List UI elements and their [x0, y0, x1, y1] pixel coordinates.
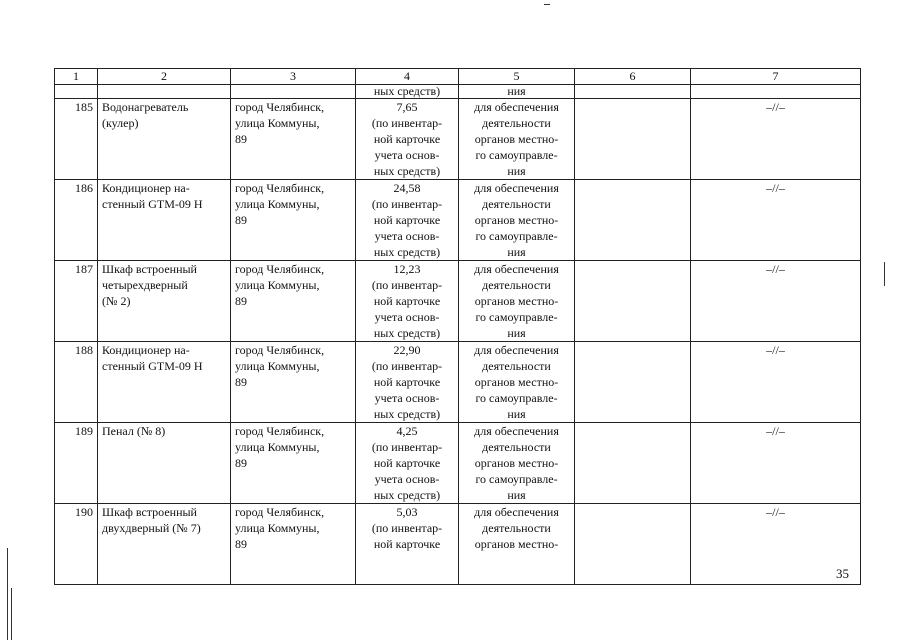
item-address: город Челябинск, улица Коммуны, 89: [231, 342, 356, 423]
item-value: 4,25 (по инвентар- ной карточке учета основ- ных средств): [356, 423, 459, 504]
table-row: [55, 504, 861, 585]
item-address: город Челябинск, улица Коммуны, 89: [231, 261, 356, 342]
row-number: 185: [55, 99, 98, 180]
item-ditto: –//–: [691, 423, 861, 504]
item-purpose: для обеспечения деятельности органов местно- го самоуправле- ния: [459, 99, 575, 180]
item-address: город Челябинск, улица Коммуны, 89: [231, 180, 356, 261]
table-row: [55, 342, 861, 423]
continuation-row: [55, 85, 861, 99]
column-header-6: 6: [575, 69, 691, 85]
item-value: 7,65 (по инвентар- ной карточке учета основ- ных средств): [356, 99, 459, 180]
item-name: Кондиционер на- стенный GTM-09 H: [98, 180, 231, 261]
item-address: город Челябинск, улица Коммуны, 89: [231, 504, 356, 585]
column-header-2: 2: [98, 69, 231, 85]
column-header-3: 3: [231, 69, 356, 85]
item-ditto: –//–: [691, 261, 861, 342]
item-address: город Челябинск, улица Коммуны, 89: [231, 423, 356, 504]
item-purpose: для обеспечения деятельности органов местно- го самоуправле- ния: [459, 342, 575, 423]
item-name: Шкаф встроенный четырехдверный (№ 2): [98, 261, 231, 342]
column-header-4: 4: [356, 69, 459, 85]
cont-cell-3: [231, 85, 356, 99]
item-col6: [575, 261, 691, 342]
table-header-row: [55, 69, 861, 85]
scan-mark-right-2: [884, 276, 885, 286]
table-row: [55, 99, 861, 180]
row-number: 189: [55, 423, 98, 504]
item-address: город Челябинск, улица Коммуны, 89: [231, 99, 356, 180]
row-number: 186: [55, 180, 98, 261]
item-purpose: для обеспечения деятельности органов местно- го самоуправле- ния: [459, 423, 575, 504]
cont-cell-6: [575, 85, 691, 99]
item-name: Водонагреватель (кулер): [98, 99, 231, 180]
item-name: Шкаф встроенный двухдверный (№ 7): [98, 504, 231, 585]
item-value: 5,03 (по инвентар- ной карточке: [356, 504, 459, 585]
item-purpose: для обеспечения деятельности органов местно- го самоуправле- ния: [459, 180, 575, 261]
item-value: 24,58 (по инвентар- ной карточке учета основ- ных средств): [356, 180, 459, 261]
item-ditto: –//–: [691, 504, 861, 585]
inventory-table: [54, 68, 861, 585]
column-header-7: 7: [691, 69, 861, 85]
cont-cell-2: [98, 85, 231, 99]
cont-cell-1: [55, 85, 98, 99]
page-number: 35: [836, 566, 849, 581]
item-purpose: для обеспечения деятельности органов местно- го самоуправле- ния: [459, 261, 575, 342]
item-ditto: –//–: [691, 99, 861, 180]
item-col6: [575, 423, 691, 504]
item-col6: [575, 504, 691, 585]
scan-mark-top: [544, 4, 550, 5]
cont-cell-7: [691, 85, 861, 99]
scan-mark-left-1: [7, 548, 8, 640]
row-number: 188: [55, 342, 98, 423]
scan-mark-left-2: [11, 588, 12, 640]
table-row: [55, 180, 861, 261]
item-ditto: –//–: [691, 180, 861, 261]
item-col6: [575, 99, 691, 180]
item-col6: [575, 180, 691, 261]
item-name: Пенал (№ 8): [98, 423, 231, 504]
column-header-1: 1: [55, 69, 98, 85]
item-purpose: для обеспечения деятельности органов местно-: [459, 504, 575, 585]
row-number: 187: [55, 261, 98, 342]
table-row: [55, 261, 861, 342]
item-ditto: –//–: [691, 342, 861, 423]
table-row: [55, 423, 861, 504]
cont-cell-5: ния: [459, 85, 575, 99]
column-header-5: 5: [459, 69, 575, 85]
item-value: 12,23 (по инвентар- ной карточке учета основ- ных средств): [356, 261, 459, 342]
row-number: 190: [55, 504, 98, 585]
item-col6: [575, 342, 691, 423]
item-value: 22,90 (по инвентар- ной карточке учета основ- ных средств): [356, 342, 459, 423]
item-name: Кондиционер на- стенный GTM-09 H: [98, 342, 231, 423]
cont-cell-4: ных средств): [356, 85, 459, 99]
